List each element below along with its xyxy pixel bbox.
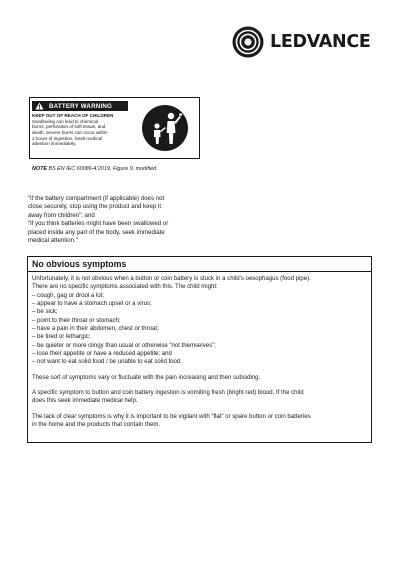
vary-paragraph: These sort of symptoms vary or fluctuate with the pain increasing and then subsiding. [32, 374, 261, 381]
instruction-line: “If the battery compartment (if applicable) does not [28, 195, 165, 202]
intro-paragraph [32, 275, 367, 292]
warning-line: burns, perforation of soft tissue, and [32, 124, 106, 130]
warning-title: BATTERY WARNING [49, 102, 113, 110]
list-item: – point to their throat or stomach; [32, 317, 121, 324]
instruction-line: close securely, stop using the product and keep it [28, 203, 162, 211]
warning-pictogram-column [130, 98, 199, 158]
brand-name: LEDVANCE [270, 32, 371, 52]
warning-line: death. Severe burns can occur within [32, 129, 108, 135]
warning-triangle-icon [35, 102, 44, 110]
list-item: – be quieter or more clingy than usual or otherwise “not themselves”; [32, 342, 216, 349]
symptom-list [32, 292, 367, 367]
note-text: BS EN IEC 60086-4:2019, Figure 9, modified. [48, 166, 158, 172]
warning-line: attention immediately. [32, 141, 77, 147]
list-item: – lose their appetite or have a reduced appetite; and [32, 351, 172, 358]
list-item: – be tired or lethargic; [32, 334, 91, 341]
keep-away-from-children-icon [141, 104, 189, 152]
symptoms-panel [27, 256, 372, 443]
battery-warning-label [29, 97, 200, 159]
brand-logo [232, 26, 371, 58]
instruction-line: away from children”; and [28, 211, 95, 219]
list-item: – cough, gag or drool a lot; [32, 292, 104, 299]
specific-symptom-paragraph [32, 389, 367, 406]
paragraph-line: in the home and the products that contain them. [32, 422, 161, 429]
instruction-line: placed inside any part of the body, seek immediate [28, 228, 165, 236]
warning-text-column [30, 98, 130, 158]
list-item: – not want to eat solid food / be unable to eat solid food. [32, 359, 182, 366]
instruction-line: medical attention.” [28, 237, 78, 245]
panel-body [28, 272, 371, 440]
standard-note [32, 166, 158, 172]
vigilance-paragraph [32, 413, 367, 430]
list-item: – have a pain in their abdomen, chest or throat; [32, 326, 159, 333]
keep-out-notice: KEEP OUT OF REACH OF CHILDREN [32, 113, 114, 118]
paragraph-line: The lack of clear symptoms is why it is important to be vigilant with “flat” or spare button or coin batteries [32, 413, 311, 420]
warning-body [32, 119, 128, 148]
intro-line: There are no specific symptoms associated with this. The child might: [32, 284, 218, 291]
list-item: – be sick; [32, 309, 58, 316]
paragraph-line: A specific symptom to button and coin battery ingestion is vomiting fresh (bright red) blood. If the child [32, 390, 304, 397]
warning-header [32, 101, 128, 111]
warning-line: Swallowing can lead to chemical [32, 118, 99, 124]
ledvance-logo-icon [232, 26, 264, 58]
safety-instructions [28, 195, 218, 245]
panel-title: No obvious symptoms [28, 257, 371, 272]
instruction-line: “If you think batteries might have been swallowed or [28, 220, 169, 228]
intro-line: Unfortunately, it is not obvious when a button or coin battery is stuck in a child’s oesophagus (food pipe). [32, 276, 311, 282]
list-item: – appear to have a stomach upset or a virus; [32, 301, 152, 308]
paragraph-line: does this seek immediate medical help. [32, 398, 138, 405]
warning-line: 2 hours of ingestion. Seek medical [32, 135, 103, 141]
note-label: NOTE [32, 166, 47, 172]
